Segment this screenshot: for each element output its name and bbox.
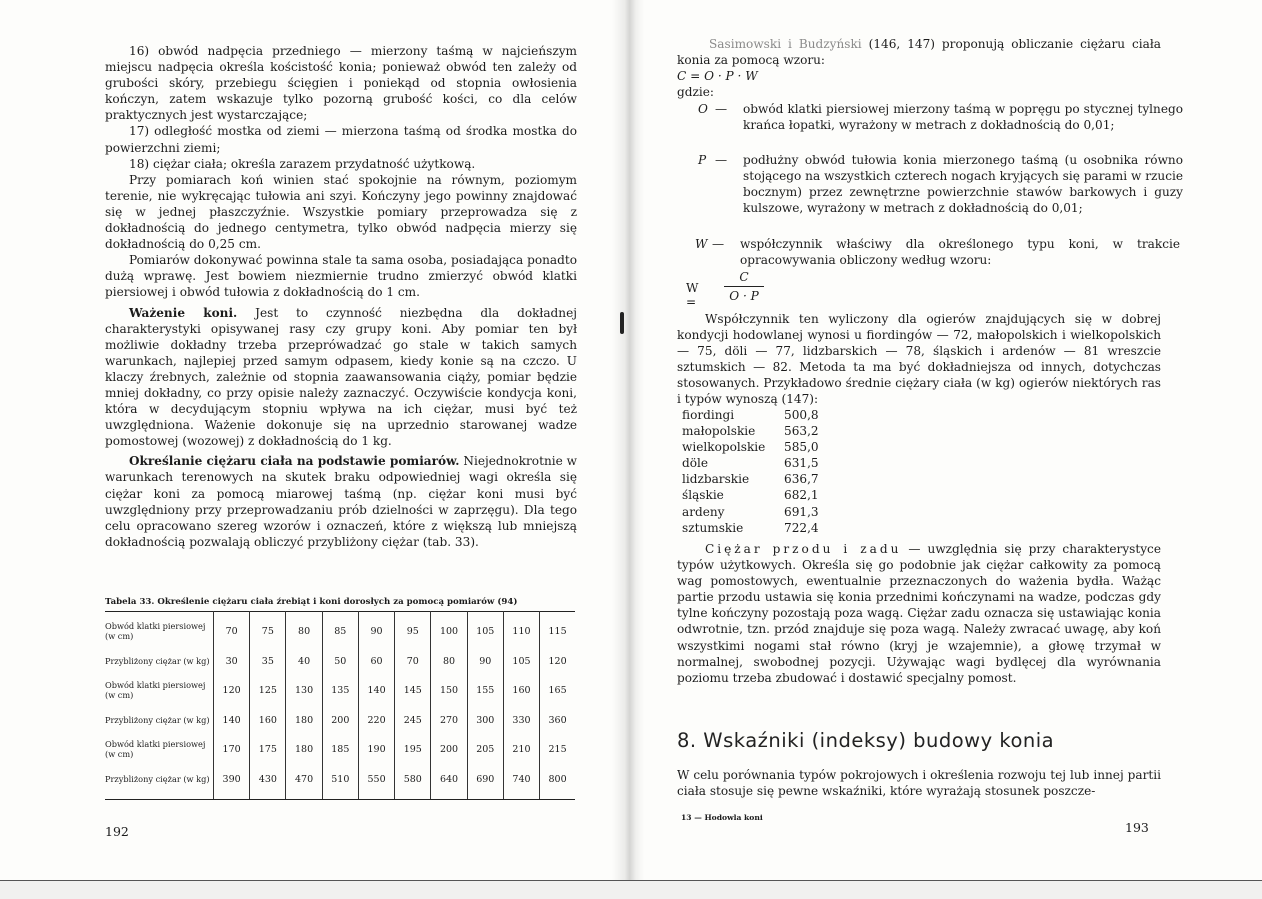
table-cell: 70	[395, 647, 431, 677]
table-cell: 245	[395, 706, 431, 736]
table-cell: 160	[250, 706, 286, 736]
weight-table	[105, 611, 575, 800]
table-cell: 330	[503, 706, 539, 736]
table-cell: 110	[503, 612, 539, 647]
breed-weight: 585,0	[784, 440, 819, 455]
definition-p	[698, 152, 1183, 236]
table-cell: 360	[548, 714, 567, 726]
breed-weight: 636,7	[784, 472, 819, 487]
table-cell: 215	[548, 744, 567, 756]
table-row	[105, 647, 575, 677]
table-row	[105, 765, 575, 800]
table-cell: 120	[214, 676, 250, 706]
definition-dash: —	[715, 102, 728, 116]
table-cell: 70	[214, 612, 250, 647]
table-cell: 165	[548, 685, 567, 697]
breed-weight: 631,5	[784, 456, 819, 471]
table-cell: 140	[358, 676, 394, 706]
table-cell: 210	[503, 735, 539, 765]
table-row-label: Przybliżony ciężar (w kg)	[105, 765, 214, 800]
rump-text: — uwzględnia się przy charakterystyce typów użytkowych. Określa się go podobnie jak ciężar całkowity za pomocą wag pomostowych, ewentualnie przeznaczonych do ważenia bydła. Ważąc partie przodu ustawia się konia przednimi kończynami na wadze, podczas gdy tylne kończyny pozostają poza wagą. Ciężar zadu oznacza się ustawiając konia odwrotnie, tzn. przód znajduje się poza wagą. Należy zwracać uwagę, aby koń wszystkimi nogami stał równo (kryj je wzajemnie), a głowę trzymał w normalnej, swobodnej pozycji. Używając wagi bydlęcej dla wyrównania poziomu trzeba zbudować i dostawić specjalny pomost.	[677, 542, 1161, 685]
breed-name: fiordingi	[682, 408, 735, 422]
table-cell: 105	[503, 647, 539, 677]
intro-rest: (146, 147) proponują obliczanie ciężaru ciała konia za pomocą wzoru:	[677, 37, 1161, 68]
definition-symbol: W	[695, 237, 708, 251]
paragraph-item-17: 17) odległość mostka od ziemi — mierzona taśmą od środka mostka do powierzchni ziemi;	[105, 124, 577, 155]
table-cell: 180	[286, 735, 322, 765]
w-formula-denominator: O · P	[729, 289, 759, 303]
paragraph-estimation	[105, 453, 577, 550]
paragraph-measurer: Pomiarów dokonywać powinna stale ta sama osoba, posiadająca ponadto dużą wprawę. Jest bowiem niezmiernie trudno zmierzyć obwód klatki piersiowej i obwód tułowia z dokładnością do 1 cm.	[105, 253, 577, 300]
table-cell: 160	[503, 676, 539, 706]
weighing-heading: Ważenie koni.	[129, 305, 238, 320]
definition-symbol: P	[698, 153, 707, 167]
table-cell: 550	[358, 765, 394, 800]
table-cell: 175	[250, 735, 286, 765]
table-cell: 145	[395, 676, 431, 706]
table-cell: 80	[431, 647, 467, 677]
table-cell: 150	[431, 676, 467, 706]
table-cell: 690	[467, 765, 503, 800]
table-cell: 180	[286, 706, 322, 736]
table-row	[105, 612, 575, 647]
breed-name: wielkopolskie	[682, 440, 766, 455]
estimation-heading: Określanie ciężaru ciała na podstawie pomiarów.	[129, 454, 460, 469]
page-edge-mark	[620, 312, 624, 334]
breed-weight: 682,1	[784, 488, 819, 503]
paragraph-weighing	[105, 305, 577, 450]
table-cell: 100	[431, 612, 467, 647]
table-cell: 60	[358, 647, 394, 677]
table-cell: 130	[286, 676, 322, 706]
w-formula-fraction	[724, 270, 764, 303]
table-cell: 185	[322, 735, 358, 765]
table-cell: 80	[286, 612, 322, 647]
where-label: gdzie:	[677, 85, 714, 100]
definition-w	[695, 236, 1183, 270]
table-cell: 470	[286, 765, 322, 800]
breed-name: döle	[682, 456, 709, 471]
w-formula-lhs: W =	[686, 281, 699, 309]
breed-name: małopolskie	[682, 424, 756, 439]
table-cell: 200	[431, 735, 467, 765]
weighing-text: Jest to czynność niezbędna dla dokładnej charakterystyki opisywanej rasy czy grupy koni. Aby pomiar ten był możliwie dokładny trzeba przeprówadzać go stale w takich samych warunkach, najlepiej przed samym odpasem, kiedy konie są na czczo. U klaczy źrebnych, zależnie od stopnia zaawansowania ciąży, pomiar będzie mniej dokładny, co przy opisie należy zaznaczyć. Oczywiście kondycja koni, która w decydującym stopniu wpływa na ich ciężar, musi być też uwzględniona. Ważenie dokonuje się na uprzednio starowanej wadze pomostowej (wozowej) z dokładnością do 1 kg.	[105, 305, 577, 449]
table-row	[105, 676, 575, 706]
left-page-text	[105, 43, 577, 550]
table-cell: 740	[503, 765, 539, 800]
paragraph-measurement-conditions: Przy pomiarach koń winien stać spokojnie na równym, poziomym terenie, nie wykręcając tułowia ani szyi. Kończyny jego powinny znajdować się w jednej płaszczyźnie. Wszystkie pomiary przeprowadza się z dokładnością do jednego centymetra, tylko obwód nadpęcia mierzy się dokładnością do 0,25 cm.	[105, 172, 577, 252]
intro-paragraph	[677, 36, 1161, 68]
breed-weight: 563,2	[784, 424, 819, 439]
table-row-label: Obwód klatki piersiowej (w cm)	[105, 612, 214, 647]
breed-weight: 691,3	[784, 504, 819, 519]
table-cell: 85	[322, 612, 358, 647]
breed-weight: 722,4	[784, 520, 819, 535]
table-cell: 270	[431, 706, 467, 736]
table-cell: 510	[322, 765, 358, 800]
right-page-intro	[677, 36, 1161, 100]
definition-symbol: O	[698, 102, 708, 116]
intro-authors: Sasimowski i Budzyński	[709, 37, 862, 51]
table-cell: 35	[250, 647, 286, 677]
paragraph-item-18: 18) ciężar ciała; określa zarazem przydatność użytkową.	[129, 156, 476, 171]
breed-name: ardeny	[682, 504, 725, 519]
page-number-right: 193	[1125, 820, 1149, 835]
table-row-label: Obwód klatki piersiowej (w cm)	[105, 676, 214, 706]
table-row-label: Przybliżony ciężar (w kg)	[105, 647, 214, 677]
breed-name: lidzbarskie	[682, 472, 750, 487]
rump-paragraph	[677, 541, 1161, 686]
table-cell: 125	[250, 676, 286, 706]
table-cell: 90	[358, 612, 394, 647]
table-cell: 155	[467, 676, 503, 706]
table-cell: 170	[214, 735, 250, 765]
breed-name: sztumskie	[682, 520, 744, 535]
table-cell: 140	[214, 706, 250, 736]
breed-weight: 500,8	[784, 408, 819, 422]
table-cell: 105	[467, 612, 503, 647]
table-cell: 800	[540, 765, 575, 800]
table-cell: 430	[250, 765, 286, 800]
definition-dash: —	[715, 153, 728, 167]
page-number-left: 192	[105, 824, 129, 839]
w-formula-numerator: C	[724, 270, 764, 287]
definition-dash: —	[712, 237, 725, 251]
table-cell: 120	[548, 655, 567, 667]
estimation-text: Niejednokrotnie w warunkach terenowych na skutek braku odpowiedniej wagi określa się ciężar koni za pomocą miarowej taśmą (np. ciężar koni musi być uwzględniony przy przeprowadzaniu prób dzielności w zaprzęgu). Dla tego celu opracowano szereg wzorów i oznaczeń, które z większą lub mniejszą dokładnością pozwalają obliczyć przybliżony ciężar (tab. 33).	[105, 454, 577, 549]
section-paragraph: W celu porównania typów pokrojowych i określenia rozwoju tej lub innej partii ciała stosuje się pewne wskaźniki, które wyrażają stosunek poszcze-	[677, 768, 1161, 799]
table-cell: 205	[467, 735, 503, 765]
definition-text: współczynnik właściwy dla określonego typu koni, w trakcie opracowywania obliczony według wzoru:	[740, 237, 1180, 268]
table-cell: 30	[214, 647, 250, 677]
footer-note: 13 — Hodowla koni	[681, 813, 763, 822]
table-cell: 115	[540, 612, 575, 647]
coefficient-paragraph: Współczynnik ten wyliczony dla ogierów znajdujących się w dobrej kondycji hodowlanej wynosi u fiordingów — 72, małopolskich i wielkopolskich — 75, döli — 77, lidzbarskich — 78, śląskich i ardenów — 81 wreszcie sztumskich — 82. Metoda ta ma być dokładniejsza od innych, dotychczas stosowanych. Przykładowo średnie ciężary ciała (w kg) ogierów niektórych ras i typów wynoszą (147):	[677, 312, 1161, 407]
table-row	[105, 706, 575, 736]
table-row-label: Obwód klatki piersiowej (w cm)	[105, 735, 214, 765]
table-cell: 90	[467, 647, 503, 677]
paragraph-item-16: 16) obwód nadpęcia przedniego — mierzony taśmą w najcieńszym miejscu nadpęcia określa kościstość konia; ponieważ obwód ten zależy od grubości skóry, przebiegu ścięgien i poniekąd od stopnia owłosienia kończyn, zatem wskazuje tylko pozorną grubość kości, co dla celów praktycznych jest wystarczające;	[105, 44, 577, 123]
formula-main: C = O · P · W	[677, 69, 758, 84]
table-cell: 200	[322, 706, 358, 736]
breed-name: śląskie	[682, 488, 724, 503]
table-cell: 75	[250, 612, 286, 647]
page-bottom-shade	[0, 881, 1262, 899]
table-cell: 300	[467, 706, 503, 736]
table-cell: 40	[286, 647, 322, 677]
table-cell: 640	[431, 765, 467, 800]
definition-text: podłużny obwód tułowia konia mierzonego taśmą (u osobnika równo stojącego na wszystkich czterech nogach kryjących się parami w rzucie bocznym) przez zewnętrzne powierzchnie stawów barkowych i guzy kulszowe, wyrażony w metrach z dokładnością do 0,01;	[743, 153, 1183, 216]
table-cell: 50	[322, 647, 358, 677]
table-row-label: Przybliżony ciężar (w kg)	[105, 706, 214, 736]
rump-heading: Ciężar przodu i zadu	[705, 542, 902, 556]
definition-text: obwód klatki piersiowej mierzony taśmą w popręgu po stycznej tylnego krańca łopatki, wyrażony w metrach z dokładnością do 0,01;	[743, 102, 1183, 133]
table-cell: 580	[395, 765, 431, 800]
table-cell: 95	[395, 612, 431, 647]
table-cell: 220	[358, 706, 394, 736]
table-cell: 135	[322, 676, 358, 706]
table-cell: 195	[395, 735, 431, 765]
section-title: 8. Wskaźniki (indeksy) budowy konia	[677, 729, 1055, 752]
table-cell: 390	[214, 765, 250, 800]
table-cell: 190	[358, 735, 394, 765]
table-row	[105, 735, 575, 765]
table-caption: Tabela 33. Określenie ciężaru ciała źrebiąt i koni dorosłych za pomocą pomiarów (94)	[105, 597, 518, 607]
